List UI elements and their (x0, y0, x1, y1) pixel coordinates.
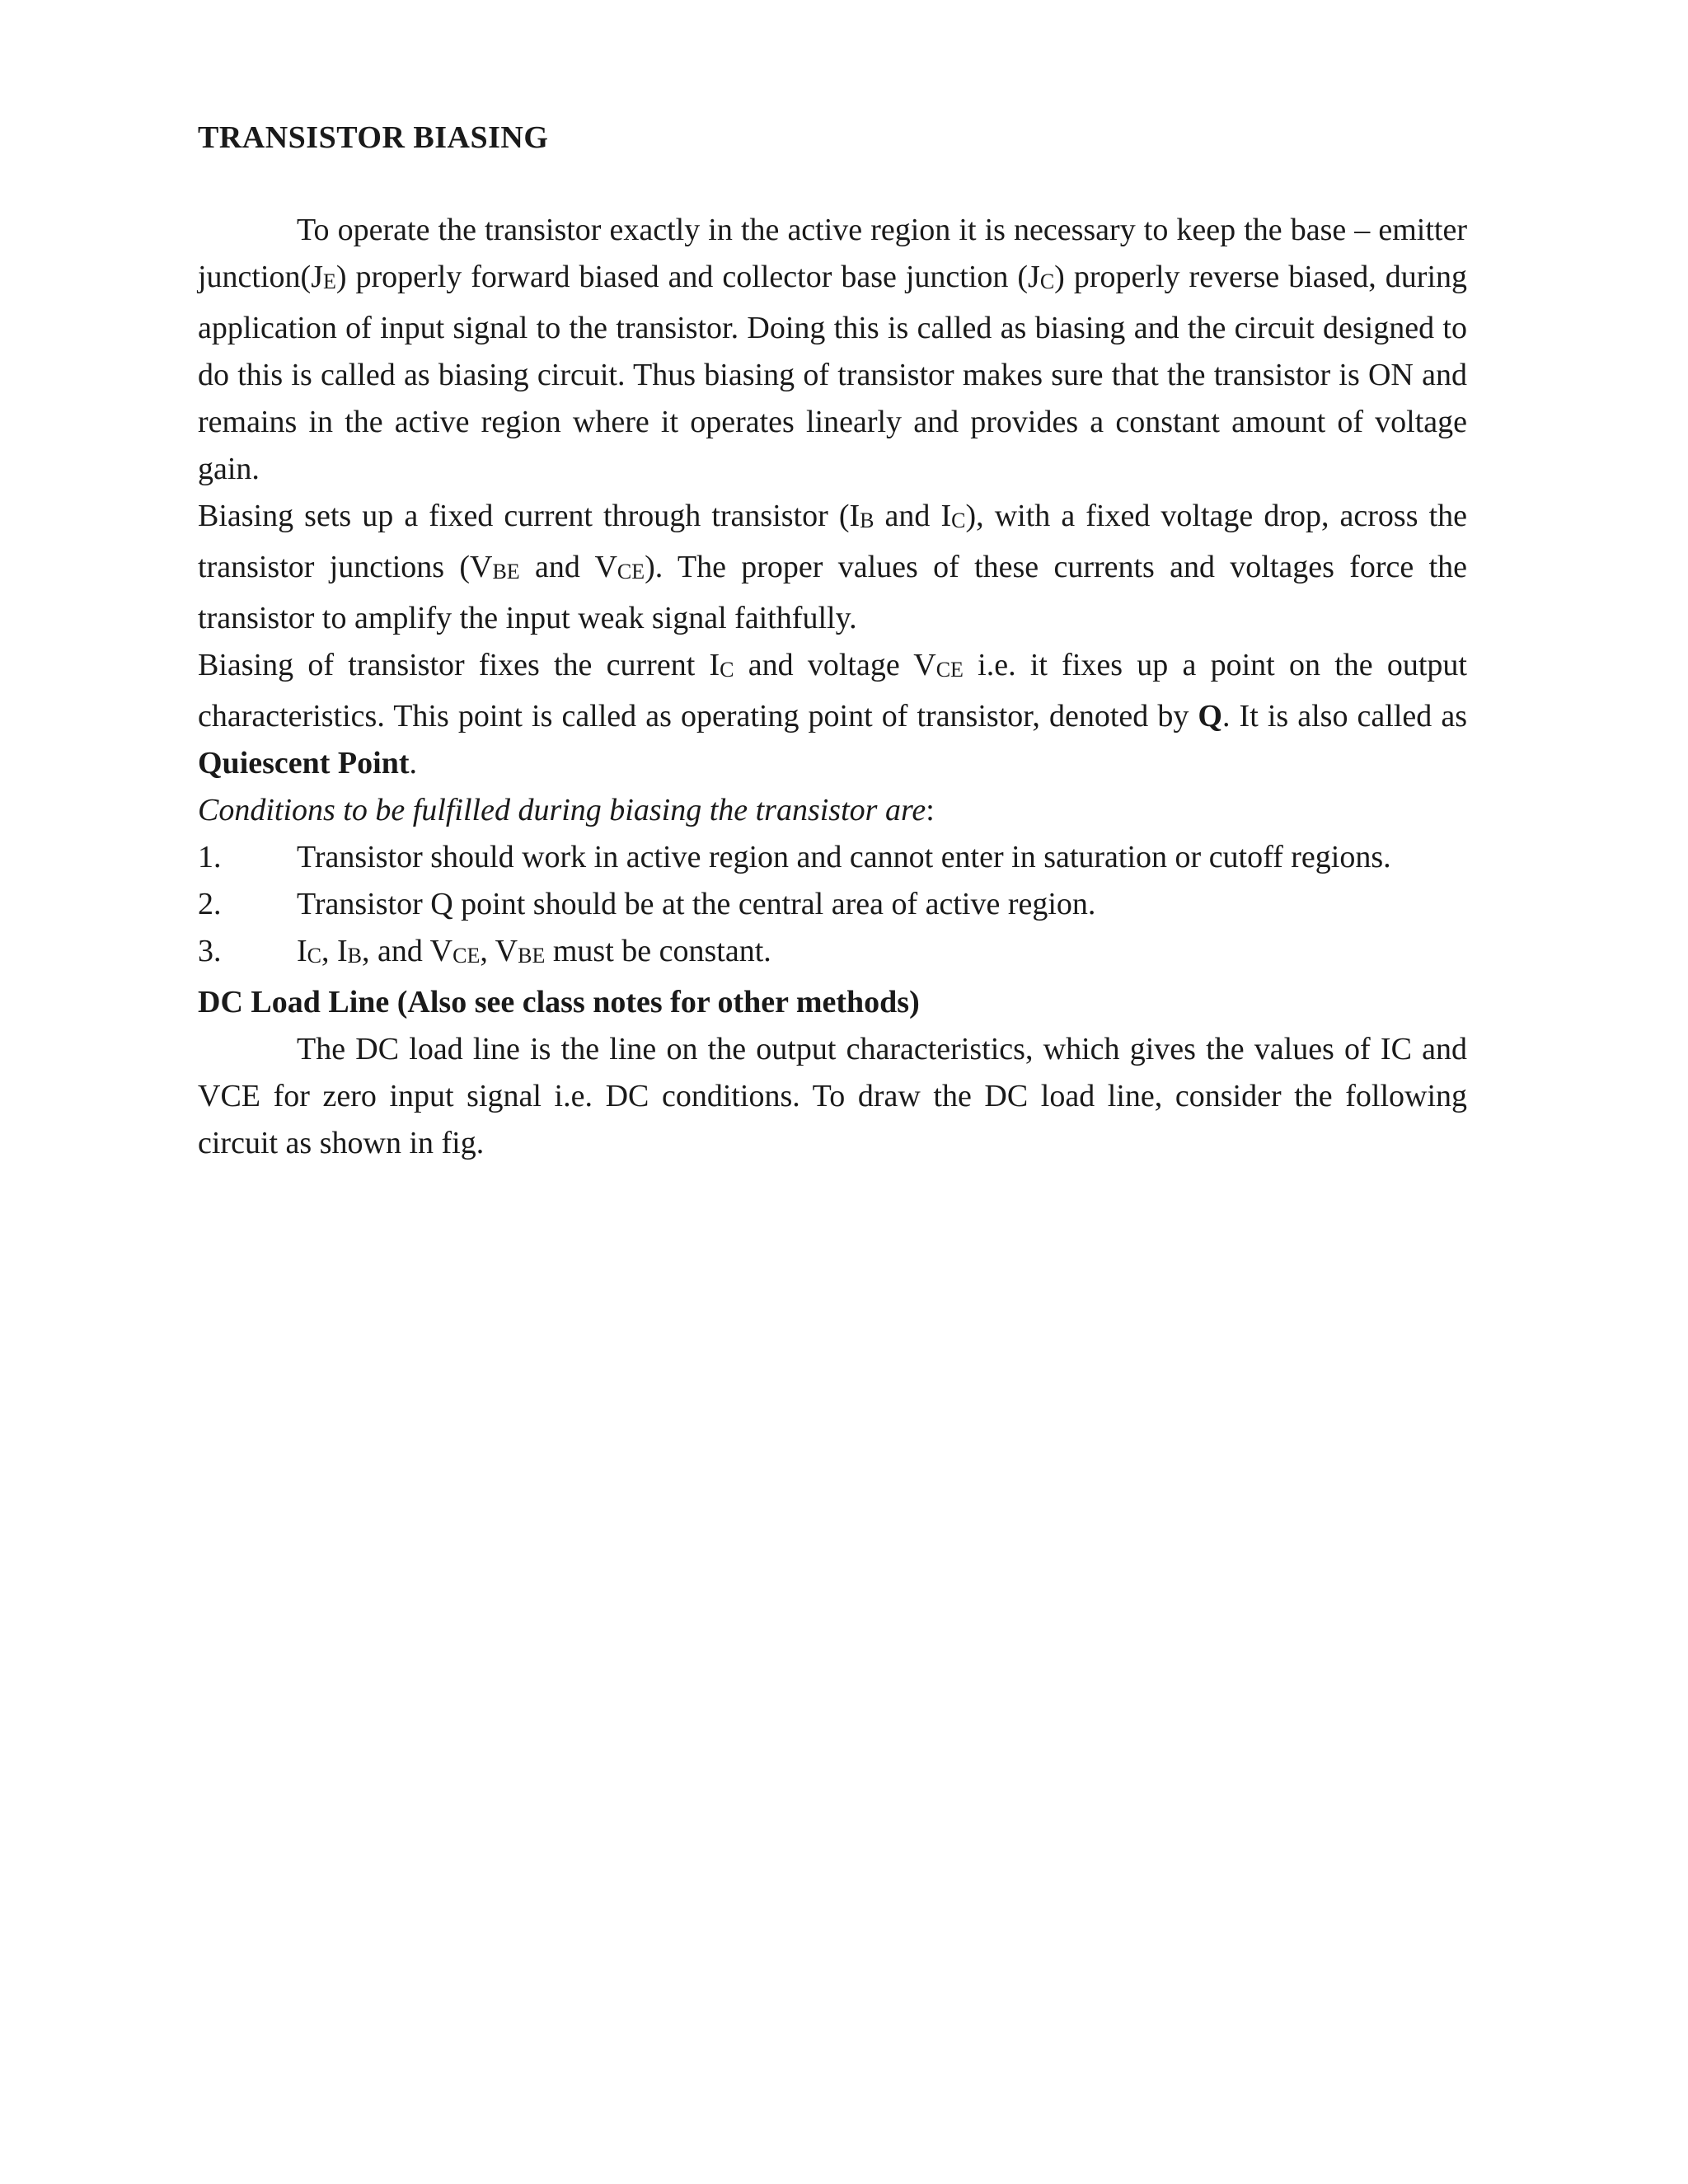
list-number: 3. (198, 934, 222, 968)
text-run: ) properly reverse biased, during application of input signal to the transistor. Doing this is called as biasing and the circuit designed to do this is called as biasing circuit. Thus biasing of transistor makes sure that the transistor is ON and remains in the active region where it operates linearly and provides a constant amount of voltage gain. (198, 260, 1468, 486)
text-run: i.e. it fixes up a point on the output characteristics. This point is called as operating point of transistor, denoted by (198, 648, 1467, 733)
text-run: and V (519, 550, 617, 584)
paragraph-biasing-intro (198, 207, 1467, 493)
text-run: must be constant. (545, 934, 771, 968)
text-run: and voltage V (734, 648, 936, 682)
paragraph-operating-point (198, 642, 1467, 787)
bold-term-quiescent-point: Quiescent Point (198, 746, 410, 780)
subscript: BE (492, 560, 520, 583)
text-run: I (297, 934, 307, 968)
text-run: ). The proper values of these currents and voltages force the transistor to amplify the input weak signal faithfully. (198, 550, 1467, 635)
section-heading-dc-load-line: DC Load Line (Also see class notes for other methods) (198, 985, 920, 1019)
list-item (198, 881, 1467, 928)
list-text: Transistor Q point should be at the central area of active region. (297, 887, 1096, 921)
paragraph-dc-load-line: The DC load line is the line on the output characteristics, which gives the values of IC and VCE for zero input signal i.e. DC conditions. To draw the DC load line, consider the following circuit as shown in fig. (198, 1032, 1467, 1160)
text-run: , V (480, 934, 518, 968)
text-run: To operate the transistor exactly in the active region it is necessary to keep the base – emitter junction(J (198, 213, 1467, 294)
text-run: . (409, 746, 417, 780)
conditions-heading-text: Conditions to be fulfilled during biasing the transistor are (198, 793, 926, 827)
conditions-heading-colon: : (926, 793, 935, 827)
subscript: C (1039, 269, 1055, 293)
text-run: Biasing of transistor fixes the current I (198, 648, 720, 682)
subscript: CE (452, 944, 481, 968)
conditions-heading (198, 787, 1467, 834)
text-run: and I (874, 499, 952, 533)
page-title: TRANSISTOR BIASING (198, 120, 549, 155)
list-text: Transistor should work in active region and cannot enter in saturation or cutoff regions. (297, 840, 1391, 874)
subscript: C (307, 944, 321, 968)
subscript: C (720, 658, 734, 682)
list-item (198, 834, 1467, 881)
subscript: CE (617, 560, 645, 583)
document-page (198, 120, 1467, 1167)
subscript: E (322, 269, 336, 293)
list-item (198, 928, 1467, 979)
list-number: 1. (198, 840, 222, 874)
subscript: B (347, 944, 362, 968)
subscript: B (860, 509, 874, 532)
bold-term-q: Q (1198, 699, 1222, 733)
subscript: CE (935, 658, 964, 682)
text-run: ) properly forward biased and collector base junction (J (335, 260, 1040, 294)
text-run: . It is also called as (1221, 699, 1467, 733)
list-number: 2. (198, 887, 222, 921)
text-run: Biasing sets up a fixed current through transistor (I (198, 499, 860, 533)
subscript: C (951, 509, 966, 532)
text-run: ), with a fixed voltage drop, across the transistor junctions (V (198, 499, 1467, 584)
subscript: BE (518, 944, 546, 968)
text-run: , I (321, 934, 348, 968)
paragraph-fixed-current (198, 493, 1467, 642)
text-run: , and V (362, 934, 453, 968)
